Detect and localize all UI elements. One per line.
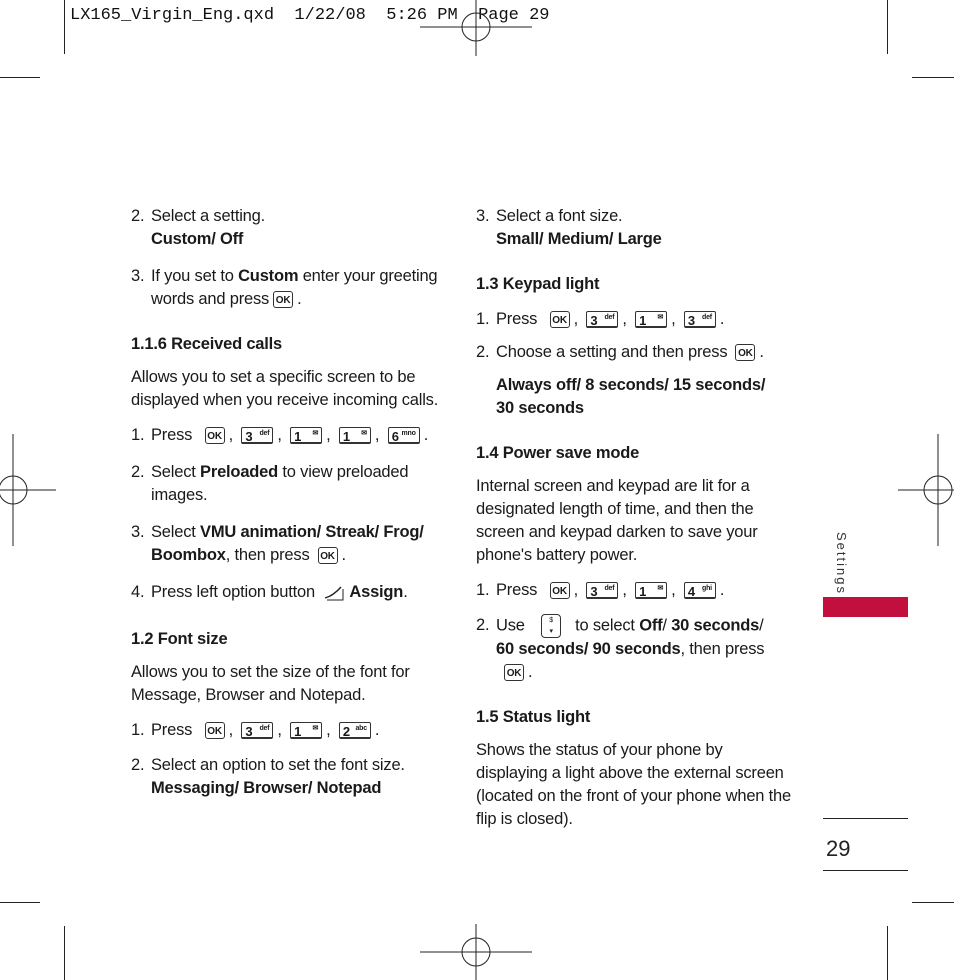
key-1-icon: 1 ✉ [339,427,371,444]
options-block: Always off/ 8 seconds/ 15 seconds/ 30 seconds [496,376,766,417]
registration-mark-bottom-icon [420,924,532,980]
key-1-icon: 1 ✉ [290,427,322,444]
list-item: 2. Select a setting. Custom/ Off [131,207,266,248]
key-3-icon: 3 def [684,311,716,328]
list-item: 1. Press OK , 3 def , 1 ✉ , 4 ghi . [476,581,725,600]
list-item: 3. Select VMU animation/ Streak/ Frog/ Boombox, then press OK . [131,523,424,564]
list-item: 2. Select an option to set the font size. Messaging/ Browser/ Notepad [131,756,405,797]
key-6-icon: 6 mno [388,427,420,444]
ok-key-icon: OK [550,582,570,599]
ok-key-icon: OK [205,722,225,739]
crop-mark [912,77,954,78]
ok-key-icon: OK [205,427,225,444]
ok-key-icon: OK [273,291,293,308]
key-2-icon: 2 abc [339,722,371,739]
list-item: 2. Use $ ▾ to select Off/ 30 seconds/ 60 seconds/ 90 seconds, then pressOK . [476,616,765,681]
right-column [476,205,791,831]
key-1-icon: 1 ✉ [290,722,322,739]
ok-key-icon: OK [735,344,755,361]
paragraph: Internal screen and keypad are lit for a designated length of time, and then the screen and keypad darken to save your phone's battery power. [476,477,758,564]
print-slug: LX165_Virgin_Eng.qxd 1/22/08 5:26 PM Page 29 [70,6,550,25]
ok-key-icon: OK [550,311,570,328]
ok-key-icon: OK [318,547,338,564]
crop-mark [64,926,65,980]
key-1-icon: 1 ✉ [635,311,667,328]
key-3-icon: 3 def [241,722,273,739]
section-heading: 1.1.6 Received calls [131,335,283,353]
ok-key-icon: OK [504,664,524,681]
list-item: 1. Press OK , 3 def , 1 ✉ , 3 def . [476,310,725,329]
left-column [131,205,441,800]
page-number-rule-top [823,818,908,819]
page-number: 29 [826,836,851,861]
section-heading: 1.2 Font size [131,630,228,648]
list-item: 2. Choose a setting and then press OK . [476,343,764,361]
navigation-key-icon: $ ▾ [541,614,561,638]
section-heading: 1.4 Power save mode [476,444,640,462]
crop-mark [64,0,65,54]
registration-mark-left-icon [0,434,56,546]
list-item: 1. Press OK , 3 def , 1 ✉ , 2 abc . [131,721,380,740]
list-item: 3. If you set to Custom enter your greeting words and press OK . [131,267,438,308]
key-4-icon: 4 ghi [684,582,716,599]
registration-mark-top-icon [420,0,532,56]
crop-mark [887,0,888,54]
paragraph: Allows you to set a specific screen to be displayed when you receive incoming calls. [131,368,439,409]
section-heading: 1.5 Status light [476,708,591,726]
crop-mark [0,77,40,78]
left-soft-key-icon [323,584,345,602]
side-section-label: Settings [833,532,849,595]
page-number-rule-bottom [823,870,908,871]
key-3-icon: 3 def [586,582,618,599]
section-tab [823,597,908,617]
crop-mark [0,902,40,903]
list-item: 2. Select Preloaded to view preloaded images. [131,463,409,504]
paragraph: Allows you to set the size of the font for Message, Browser and Notepad. [131,663,410,704]
crop-mark [912,902,954,903]
crop-mark [887,926,888,980]
section-heading: 1.3 Keypad light [476,275,600,293]
key-1-icon: 1 ✉ [635,582,667,599]
key-3-icon: 3 def [241,427,273,444]
registration-mark-right-icon [898,434,954,546]
key-3-icon: 3 def [586,311,618,328]
paragraph: Shows the status of your phone by displaying a light above the external screen (located on the front of your phone when the flip is closed). [476,741,792,828]
list-item: 4. Press left option button Assign. [131,583,408,601]
list-item: 3. Select a font size. Small/ Medium/ Large [476,207,662,248]
list-item: 1. Press OK , 3 def , 1 ✉ , 1 ✉ , 6 mno . [131,426,429,445]
